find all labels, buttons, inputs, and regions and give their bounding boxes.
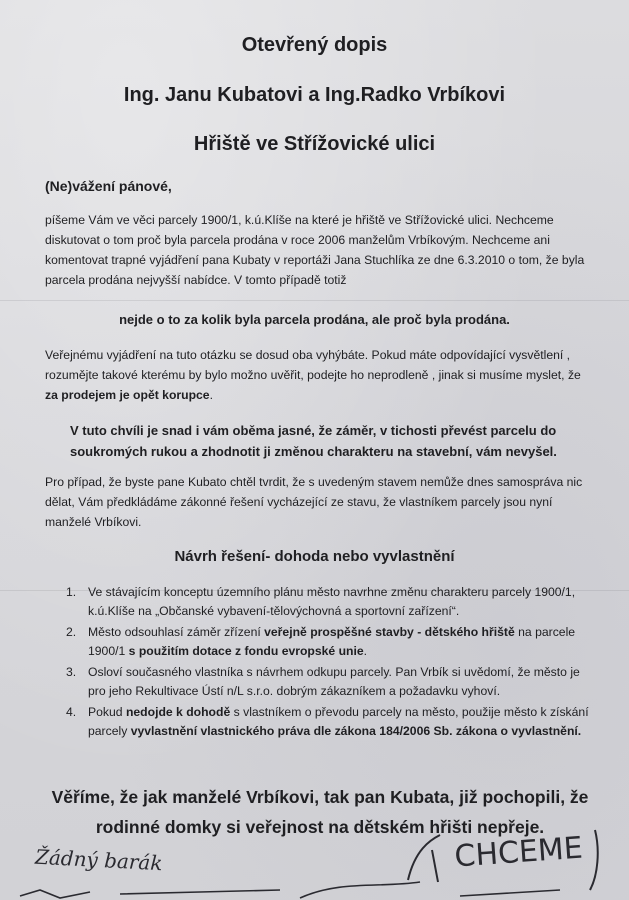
- list-item-bold-text: s použitím dotace z fondu evropské unie: [128, 644, 364, 658]
- list-item: [60, 703, 590, 741]
- list-item-number: 4.: [66, 705, 77, 719]
- list-item-number: 2.: [66, 625, 77, 639]
- section-heading: Návrh řešení- dohoda nebo vyvlastnění: [174, 548, 455, 565]
- paragraph-bold-text: za prodejem je opět korupce: [45, 388, 210, 402]
- list-item-text: Město odsouhlasí záměr zřízení: [88, 625, 265, 639]
- closing-statement: Věříme, že jak manželé Vrbíkovi, tak pan Kubata, již pochopili, že rodinné domky si veřejnost na dětském hřišti nepřeje.: [51, 787, 589, 837]
- proposal-list: [60, 583, 590, 743]
- handwriting-bottom-line: [20, 882, 560, 898]
- list-item-bold-text: veřejně prospěšné stavby - dětského hřiště: [264, 625, 515, 639]
- list-item-text: Osloví současného vlastníka s návrhem odkupu parcely. Pan Vrbík si uvědomí, že město je pro jeho Rekultivace Ústí n/L s.r.o. dobrým zákazníkem a požadavku vyhoví.: [88, 665, 580, 698]
- paragraph-legal: Pro případ, že byste pane Kubato chtěl tvrdit, že s uvedeným stavem nemůže dnes samospráva nic dělat, Vám předkládáme zákonné řešení vycházející ze stavu, že vlastníkem parcely jsou nyní manželé Vrbíkovi.: [45, 475, 583, 529]
- emphasis-paragraph: V tuto chvíli je snad i vám oběma jasné, že záměr, v tichosti převést parcelu do soukromých rukou a zhodnotit ji změnou charakteru na stavební, vám nevyšel.: [70, 423, 557, 459]
- list-item: [60, 663, 590, 701]
- handwriting-right: CHCEME: [453, 830, 584, 875]
- list-item-text: na parcele 1900/1: [88, 625, 576, 658]
- list-item-number: 3.: [66, 665, 77, 679]
- list-item-text: Ve stávajícím konceptu územního plánu město navrhne změnu charakteru parcely 1900/1, k.ú.Klíše na „Občanské vybavení-tělovýchovná a sportovní zařízení“.: [88, 585, 576, 618]
- paragraph-intro: píšeme Vám ve věci parcely 1900/1, k.ú.Klíše na které je hřiště ve Střížovické ulici. Nechceme diskutovat o tom proč byla parcela prodána v roce 2006 manželům Vrbíkovým. Nechceme ani komentovat trapné vyjádření pana Kubaty v reportáži Jana Stuchlíka ze dne 6.3.2010 o tom, že byla parcela prodána nejvyšší nabídce. V tomto případě totiž: [45, 213, 585, 287]
- list-item-number: 1.: [66, 585, 77, 599]
- list-item: [60, 623, 590, 661]
- emphasis-statement: nejde o to za kolik byla parcela prodána, ale proč byla prodána.: [119, 312, 510, 327]
- letter-recipients: Ing. Janu Kubatovi a Ing.Radko Vrbíkovi: [123, 84, 506, 106]
- paragraph-text: Veřejnému vyjádření na tuto otázku se dosud oba vyhýbáte. Pokud máte odpovídající vysvětlení , rozumějte takové kterému by bylo možno uvěřit, podejte ho neprodleně , jinak si musíme myslet, že: [45, 348, 581, 382]
- list-item-bold-text: vyvlastnění vlastnického práva dle zákona 184/2006 Sb. zákona o vyvlastnění.: [130, 724, 582, 738]
- list-item-text: s vlastníkem o převodu parcely na město, použije město k získání parcely: [88, 705, 589, 738]
- handwriting-scribble: [408, 835, 440, 882]
- letter-title: Otevřený dopis: [241, 34, 388, 56]
- list-item-text: .: [363, 644, 368, 658]
- salutation: (Ne)vážení pánové,: [45, 178, 172, 194]
- list-item-text: Pokud: [88, 705, 126, 719]
- list-item-bold-text: nedojde k dohodě: [125, 705, 231, 719]
- handwriting-left: Žádný barák: [34, 844, 164, 876]
- paragraph-corruption: [45, 345, 590, 405]
- paragraph-end: .: [209, 388, 213, 402]
- list-item: [60, 583, 590, 621]
- paper-crease: [0, 300, 629, 301]
- letter-subject: Hřiště ve Střížovické ulici: [193, 133, 436, 155]
